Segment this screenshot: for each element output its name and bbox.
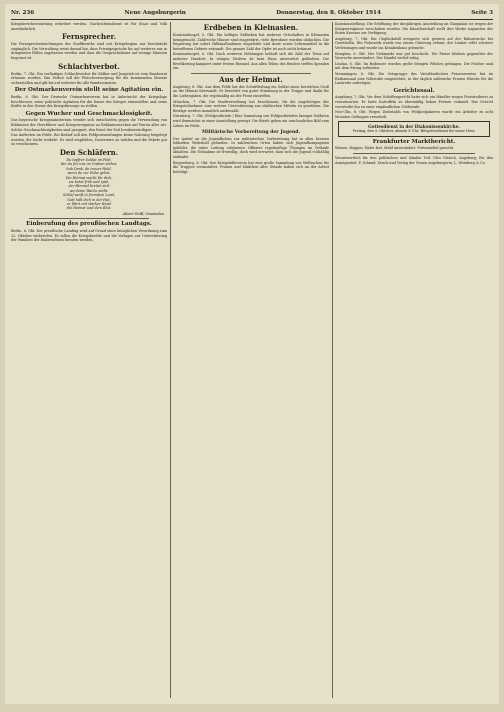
poem-line: Gott hält dich in der Hut, <box>67 197 111 202</box>
headline-erdbeben: Erdbeben in Kleinasien. <box>203 23 299 32</box>
headline-ostmarkenverein: Der Ostmarkenverein stellt seine Agitation ein. <box>14 87 164 94</box>
article-feldpost: Das Auftreten im Felde. Bei Bedarf soll den Feldpostsendungen keine Nahrung beigelegt werden, die leicht verdirbt. Es wird empfohlen, Dauerware zu wählen und die Pakete gut zu verschnüren. <box>11 133 167 147</box>
article-fernsprecher: Die Fernsprecheinrichtungen des Stadtbezirks sind seit Kriegsbeginn nur beschränkt zugänglich. Die Verwaltung weist darauf hin, dass Privatgespräche bis auf weiteres nur in dringenden Fällen zugelassen werden und dass die Gesprächsdauer auf wenige Minuten begrenzt ist. <box>11 42 167 60</box>
article-ostmarkenverein: Berlin, 6. Okt. Der Deutsche Ostmarkenverein hat in Anbetracht der Kriegslage beschlossen, seine politische Agitation für die Dauer des Krieges einzustellen und seine Kräfte in den Dienst der Kriegsfürsorge zu stellen. <box>11 94 167 109</box>
article-unglueck: Augsburg, 7. Okt. Ein Unglücksfall ereignete sich gestern auf der Bahnstrecke bei Gersthofen. Ein Fuhrwerk wurde von einem Güterzug erfasst, der Lenker erlitt schwere Verletzungen und wurde ins Krankenhaus gebracht. <box>335 36 493 50</box>
article-jugend: Der Aufruf an die Jugendlichen zur militärischen Vorbereitung hat in allen Kreisen lebhaften Widerhall gefunden. In zahlreichen Orten haben sich Jugendkompagnien gebildet, die unter Leitung erfahrener Offiziere regelmäßige Übungen im Gelände abhalten. Die Teilnahme ist freiwillig, doch wird erwartet, dass sich die Jugend vollzählig einfindet. <box>173 136 329 160</box>
article-kunst: Kunstausstellung. Die Eröffnung der diesjährigen Ausstellung im Glaspalast ist wegen der Kriegsereignisse verschoben worden. Die Künstlerschaft stellt ihre Werke zugunsten des Roten Kreuzes zur Verfügung. <box>335 22 493 36</box>
article-heimat-3: Nürnberg, 7. Okt. (Feldpostbriefe.) Eine Sammlung von Feldpostbriefen hiesiger Soldaten wird demnächst in einer Ausstellung gezeigt. Die Briefe geben ein anschauliches Bild vom Leben im Felde. <box>173 114 329 128</box>
section-separator <box>191 73 311 74</box>
column-divider <box>170 22 171 698</box>
poem-line: Du tapfrer Soldat im Feld, <box>66 157 112 162</box>
headline-jugend: Militärische Vorbereitung der Jugend. <box>201 130 301 136</box>
poem-line: Schlaf sanft in fremdem Land, <box>62 193 116 198</box>
poem <box>11 158 167 211</box>
poem-line: hab Dank, du treuer Held, <box>66 166 112 171</box>
poem-line: der Himmel breitet sich <box>68 184 110 189</box>
section-separator <box>29 218 149 219</box>
newspaper-page <box>5 4 499 704</box>
imprint: Verantwortlich für den politischen und lokalen Teil: Otto Gleisch, Augsburg; für den Anzeigenteil: F. Schmid; Druck und Verlag der Neuen Augsburgerin, L. Weinberg & Co. <box>335 156 493 165</box>
notice-title: Gottesdienst in der Diakonissenkirche. <box>368 124 460 130</box>
article-kempten: Kempten, 6. Okt. Der Viehmarkt war gut beschickt. Die Preise blieben gegenüber der Vorwoche unverändert. Der Handel verlief ruhig. <box>335 51 493 61</box>
masthead <box>11 7 493 19</box>
headline-wucher: Gegen Wucher und Geschmacklosigkeit. <box>25 110 153 117</box>
poem-line: er führt mit starker Hand <box>67 201 111 206</box>
poem-line: die Heimat und dein Blut. <box>66 206 112 211</box>
column-2 <box>173 22 329 698</box>
headline-fernsprecher: Fernsprecher. <box>61 32 117 42</box>
poem-line: wo deine Wache steht. <box>69 188 109 193</box>
article-gericht-1: Augsburg, 7. Okt. Vor dem Schöffengericht hatte sich ein Händler wegen Preistreiberei zu verantworten. Er hatte Kartoffeln zu übermäßig hohen Preisen verkauft. Das Gericht verurteilte ihn zu einer empfindlichen Geldstrafe. <box>335 95 493 109</box>
article-marktbericht: Weizen, Roggen, Hafer fest. Mehl unverändert. Futtermittel gesucht. <box>335 146 455 151</box>
article-schlachtverbot: Berlin, 7. Okt. Ein vorläufiges Schlachtverbot für Kälber und Jungvieh ist vom Bundesrat erlassen worden. Das Verbot soll die Fleischversorgung für die kommenden Monate sicherstellen und gilt bis auf weiteres für alle Bundesstaaten. <box>11 71 167 85</box>
article-memmingen: Memmingen, 6. Okt. Die Ortsgruppe des Vaterländischen Frauenvereins hat im Rathaussaal eine Nähstube eingerichtet, in der täglich zahlreiche Frauen Wäsche für die Lazarette anfertigen. <box>335 71 493 86</box>
column-3 <box>335 22 493 698</box>
article-lindau: Lindau, 6. Okt. Im Bodensee wurden große Mengen Felchen gefangen. Die Fischer sind mit dem Ertrag zufrieden. <box>335 61 493 71</box>
article-erdbeben-1: Konstantinopel, 5. Okt. Ein heftiges Erdbeben hat mehrere Ortschaften in Kleinasien heimgesucht. Zahlreiche Häuser sind eingestürzt, viele Bewohner wurden obdachlos. Die Regierung hat sofort Hilfsmaßnahmen eingeleitet und Ärzte sowie Lebensmittel in die betroffenen Gebiete entsandt. Die genaue Zahl der Opfer ist noch nicht bekannt. <box>173 33 329 51</box>
article-gericht-2: Neu-Ulm, 6. Okt. Wegen Diebstahls von Feldpostpaketen wurde ein Arbeiter zu acht Monaten Gefängnis verurteilt. <box>335 110 493 119</box>
headline-gerichtssaal: Gerichtssaal. <box>393 87 435 94</box>
article-heimat-1: Augsburg, 8. Okt. Aus dem Felde hat der Schriftleitung ein Soldat einen herzlichen Gruß an die Heimat übersandt. Er berichtet von guter Stimmung in der Truppe und dankt für die Liebesgaben, die regelmäßig an der Front eintreffen. <box>173 84 329 98</box>
page-number: Seite 3 <box>471 10 493 16</box>
headline-heimat: Aus der Heimat. <box>219 74 283 84</box>
issue-number: Nr. 236 <box>11 10 35 16</box>
poem-line: der du für uns im Graben stehst, <box>60 162 118 167</box>
notice-text: Freitag, den 9. Oktober, abends 8 Uhr: Bittgottesdienst für unser Heer. <box>352 129 476 134</box>
poem-author: Albert Wolff, Gemünden. <box>122 211 165 216</box>
masthead-rule <box>11 19 493 20</box>
headline-marktbericht: Frankfurter Marktbericht. <box>372 138 456 145</box>
intro-text: Kriegsberichterstattung erfordert werden. Nachrichtendienst ist für Staat und Volk unentbehrlich. <box>11 22 167 31</box>
paper-title: Neue Augsburgerin <box>124 10 186 16</box>
article-wucher: Das bayerische Kriegsministerium wendet sich entschieden gegen die Verwendung von Bildnissen der Heerführer und Kriegsereignisse zu Reklamezwecken auf Waren aller Art. Solche Geschmacklosigkeiten sind geeignet, den Ernst der Zeit herabzuwürdigen. <box>11 118 167 132</box>
headline-schlachtverbot: Schlachtverbot. <box>58 61 120 71</box>
headline-landtag: Einberufung des preußischen Landtags. <box>26 221 152 228</box>
article-heimat-2: München, 7. Okt. Die Stadtverwaltung hat beschlossen, für die Angehörigen der Kriegsteilnehmer eine weitere Unterstützung aus städtischen Mitteln zu gewähren. Die Beträge werden monatlich ausbezahlt. <box>173 99 329 113</box>
column-1 <box>11 22 167 698</box>
notice-box <box>338 121 490 137</box>
poem-line: sie betet früh und spät, <box>68 179 110 184</box>
poem-line: wenn du zur Ruhe gehst. <box>67 171 111 176</box>
issue-date: Donnerstag, den 8. Oktober 1914 <box>276 10 381 16</box>
headline-schlaefer: Den Schläfern. <box>59 147 119 157</box>
section-separator <box>353 153 475 154</box>
article-regensburg: Regensburg, 6. Okt. Der Kriegshilfsverein hat eine große Sammlung von Wollsachen für die Truppen veranstaltet. Frauen und Mädchen aller Stände haben sich an der Arbeit beteiligt. <box>173 160 329 174</box>
article-landtag: Berlin, 6. Okt. Der preußische Landtag wird auf Grund einer königlichen Verordnung zum 22. Oktober einberufen. Es sollen die Kriegskredite und die Vorlagen zur Unterstützung der Familien der Einberufenen beraten werden. <box>11 228 167 243</box>
column-divider <box>332 22 333 698</box>
article-erdbeben-2: Konstantinopel, 6. Okt. Nach weiteren Meldungen beläuft sich die Zahl der Toten auf mehrere Hundert. In einigen Dörfern ist kein Haus unversehrt geblieben. Die Bevölkerung kampiert unter freiem Himmel. Aus allen Teilen des Reiches treffen Spenden ein. <box>173 52 329 71</box>
poem-line: Die Heimat wacht für dich, <box>65 175 113 180</box>
